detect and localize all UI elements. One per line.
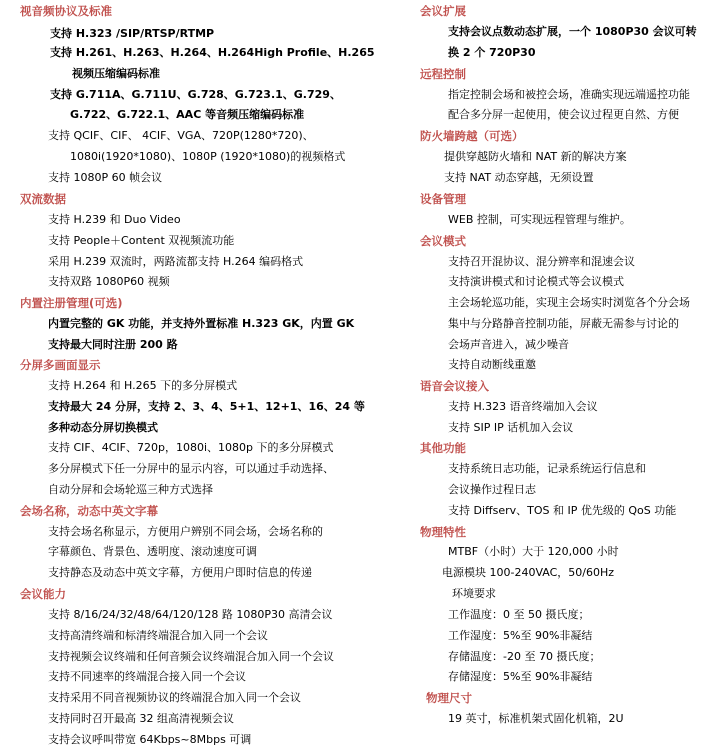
section-heading: 语音会议接入 xyxy=(420,379,489,393)
spec-line: 支持不同速率的终端混合接入同一个会议 xyxy=(48,670,246,683)
spec-line: 支持 People＋Content 双视频流功能 xyxy=(48,234,235,247)
spec-line: 多分屏模式下任一分屏中的显示内容，可以通过手动选择、 xyxy=(48,462,334,475)
spec-line: 支持 CIF、4CIF、720p，1080i、1080p 下的多分屏模式 xyxy=(48,441,334,454)
spec-line: 支持静态及动态中英文字幕，方便用户即时信息的传递 xyxy=(48,566,312,579)
spec-line: 支持会场名称显示，方便用户辨别不同会场，会场名称的 xyxy=(48,525,323,538)
spec-line: 支持 NAT 动态穿越，无须设置 xyxy=(444,171,594,184)
section-heading: 远程控制 xyxy=(420,67,466,81)
spec-line: 支持高清终端和标清终端混合加入同一个会议 xyxy=(48,629,268,642)
section-heading: 物理尺寸 xyxy=(426,691,472,705)
section-heading: 双流数据 xyxy=(20,192,66,206)
spec-line: 支持 H.239 和 Duo Video xyxy=(48,213,181,226)
spec-line: 支持 G.711A、G.711U、G.728、G.723.1、G.729、 xyxy=(50,88,341,101)
spec-line: 支持 H.261、H.263、H.264、H.264High Profile、H.265 xyxy=(50,46,375,59)
section-heading: 会议模式 xyxy=(420,234,466,248)
spec-line: 提供穿越防火墙和 NAT 新的解决方案 xyxy=(444,150,627,163)
section-heading: 物理特性 xyxy=(420,525,466,539)
spec-line: 支持 H.323 语音终端加入会议 xyxy=(448,400,598,413)
spec-line: 换 2 个 720P30 xyxy=(448,46,536,59)
spec-line: 支持同时召开最高 32 组高清视频会议 xyxy=(48,712,234,725)
spec-line: MTBF（小时）大于 120,000 小时 xyxy=(448,545,619,558)
spec-line: 自动分屏和会场轮巡三种方式选择 xyxy=(48,483,213,496)
spec-line: 集中与分路静音控制功能，屏蔽无需参与讨论的 xyxy=(448,317,679,330)
section-heading: 设备管理 xyxy=(420,192,466,206)
spec-line: 字幕颜色、背景色、透明度、滚动速度可调 xyxy=(48,545,257,558)
spec-line: WEB 控制，可实现远程管理与维护。 xyxy=(448,213,631,226)
spec-line: 多种动态分屏切换模式 xyxy=(48,421,158,434)
spec-line: 支持 8/16/24/32/48/64/120/128 路 1080P30 高清会议 xyxy=(48,608,333,621)
spec-line: 电源模块 100-240VAC，50/60Hz xyxy=(442,566,615,579)
spec-line: 存储温度：-20 至 70 摄氏度； xyxy=(448,650,601,663)
spec-line: 配合多分屏一起使用，使会议过程更自然、方便 xyxy=(448,108,679,121)
spec-line: G.722、G.722.1、AAC 等音频压缩编码标准 xyxy=(70,108,305,121)
spec-line: 采用 H.239 双流时，两路流都支持 H.264 编码格式 xyxy=(48,255,304,268)
spec-line: 会场声音进入，减少噪音 xyxy=(448,338,569,351)
section-heading: 会场名称，动态中英文字幕 xyxy=(20,504,158,518)
spec-line: 1080i(1920*1080)、1080P (1920*1080)的视频格式 xyxy=(70,150,346,163)
spec-line: 环境要求 xyxy=(452,587,496,600)
spec-line: 会议操作过程日志 xyxy=(448,483,536,496)
section-heading: 分屏多画面显示 xyxy=(20,358,101,372)
spec-line: 支持 H.264 和 H.265 下的多分屏模式 xyxy=(48,379,238,392)
spec-line: 支持 1080P 60 帧会议 xyxy=(48,171,163,184)
spec-line: 工作温度：0 至 50 摄氏度； xyxy=(448,608,590,621)
spec-line: 指定控制会场和被控会场，准确实现远端遥控功能 xyxy=(448,88,690,101)
spec-line: 视频压缩编码标准 xyxy=(72,67,160,80)
spec-line: 支持 H.323 /SIP/RTSP/RTMP xyxy=(50,27,215,40)
spec-line: 存储湿度：5%至 90%非凝结 xyxy=(448,670,593,683)
spec-line: 支持会议点数动态扩展，一个 1080P30 会议可转 xyxy=(448,25,697,38)
spec-line: 支持采用不同音视频协议的终端混合加入同一个会议 xyxy=(48,691,301,704)
spec-line: 19 英寸，标准机架式固化机箱，2U xyxy=(448,712,624,725)
spec-line: 支持 SIP IP 话机加入会议 xyxy=(448,421,574,434)
spec-line: 支持 Diffserv、TOS 和 IP 优先级的 QoS 功能 xyxy=(448,504,677,517)
spec-line: 支持最大同时注册 200 路 xyxy=(48,338,178,351)
section-heading: 其他功能 xyxy=(420,441,466,455)
spec-line: 工作湿度：5%至 90%非凝结 xyxy=(448,629,593,642)
spec-line: 支持 QCIF、CIF、 4CIF、VGA、720P(1280*720)、 xyxy=(48,129,314,142)
spec-line: 支持双路 1080P60 视频 xyxy=(48,275,170,288)
spec-line: 支持演讲模式和讨论模式等会议模式 xyxy=(448,275,624,288)
section-heading: 视音频协议及标准 xyxy=(20,4,112,18)
spec-line: 内置完整的 GK 功能，并支持外置标准 H.323 GK，内置 GK xyxy=(48,317,355,330)
spec-line: 支持召开混协议、混分辨率和混速会议 xyxy=(448,255,635,268)
section-heading: 会议能力 xyxy=(20,587,66,601)
spec-line: 支持自动断线重邀 xyxy=(448,358,536,371)
section-heading: 内置注册管理(可选) xyxy=(20,296,123,310)
section-heading: 防火墙跨越（可选） xyxy=(420,129,524,143)
spec-line: 支持会议呼叫带宽 64Kbps~8Mbps 可调 xyxy=(48,733,252,746)
spec-line: 支持系统日志功能，记录系统运行信息和 xyxy=(448,462,646,475)
section-heading: 会议扩展 xyxy=(420,4,466,18)
spec-line: 主会场轮巡功能，实现主会场实时浏览各个分会场 xyxy=(448,296,690,309)
spec-line: 支持视频会议终端和任何音频会议终端混合加入同一个会议 xyxy=(48,650,334,663)
spec-line: 支持最大 24 分屏，支持 2、3、4、5+1、12+1、16、24 等 xyxy=(48,400,365,413)
